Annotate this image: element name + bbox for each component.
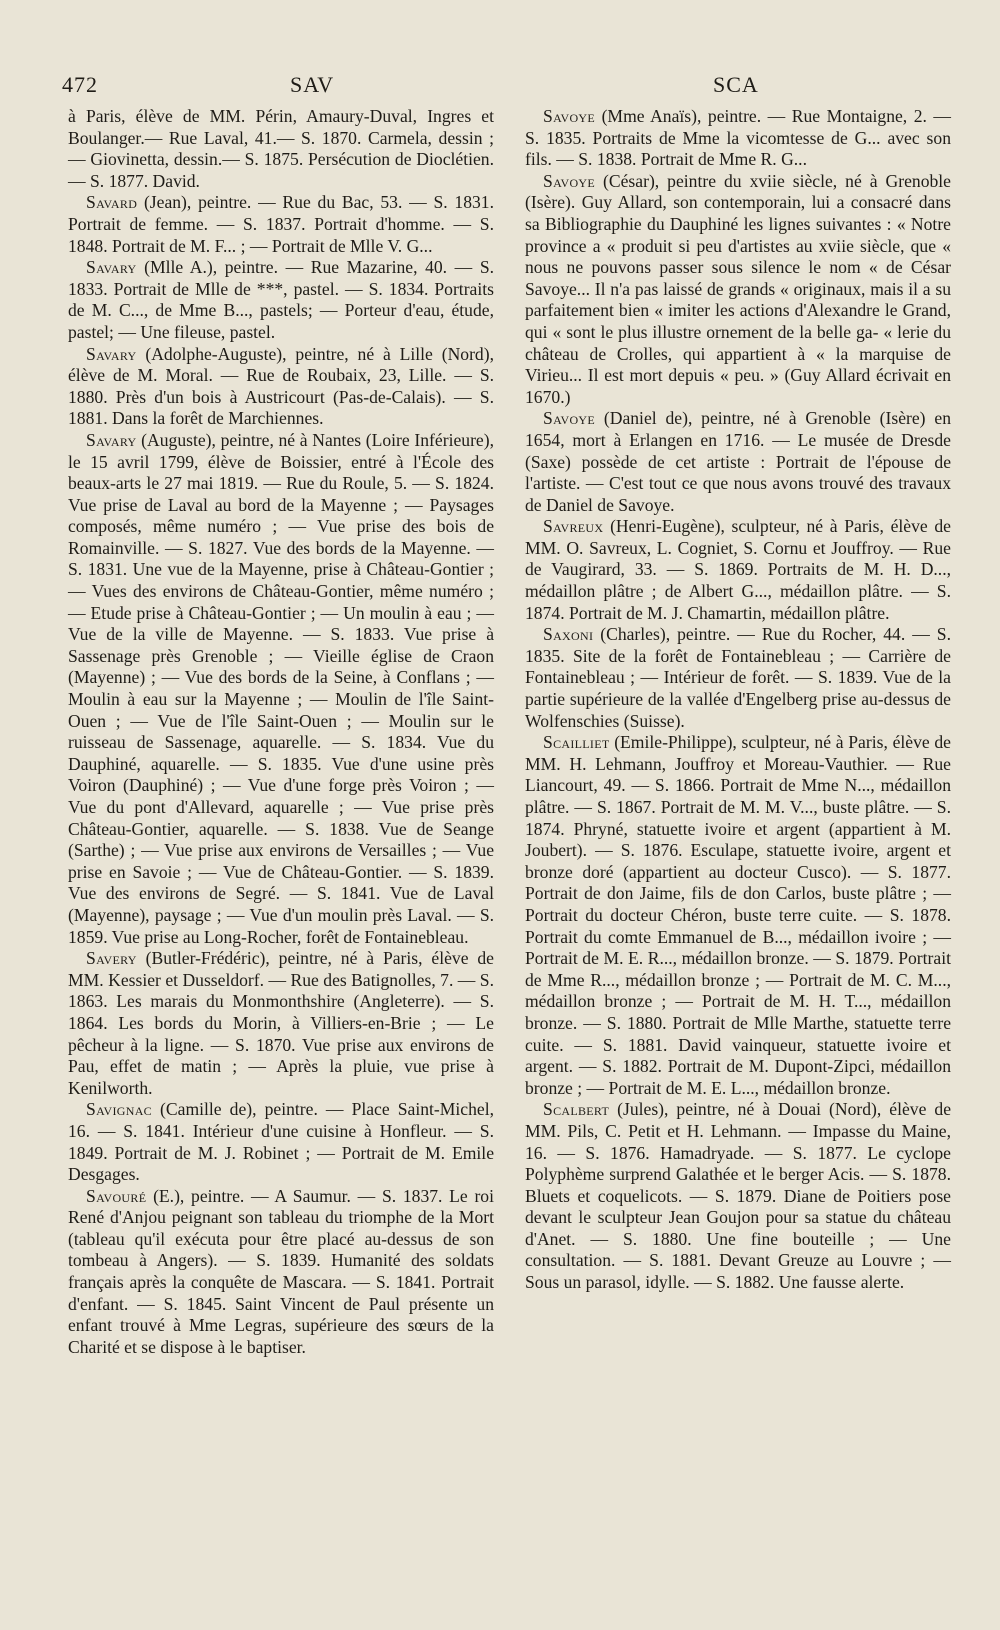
entry-name: Savoye bbox=[543, 106, 596, 126]
entry-name: Scailliet bbox=[543, 732, 610, 753]
dictionary-entry bbox=[68, 257, 494, 343]
entry-text: (Emile-Philippe), sculpteur, né à Paris, élève de MM. H. Lehmann, Jouffroy et Moreau-Vauthier. — Rue Liancourt, 49. — S. 1866. Portrait de Mme N..., médaillon plâtre. — S. 1867. Portrait de M. M. V..., buste plâtre. — S. 1874. Phryné, statuette ivoire et argent (appartient à M. Joubert). — S. 1876. Esculape, statuette ivoire, argent et bronze doré (appartient au docteur Cusco). — S. 1877. Portrait de don Jaime, fils de don Carlos, buste plâtre ; — Portrait du docteur Chéron, buste terre cuite. — S. 1878. Portrait du comte Emmanuel de B..., médaillon ivoire ; — Portrait de M. E. R..., médaillon bronze. — S. 1879. Portrait de Mme R..., médaillon bronze ; — Portrait de M. C. M..., médaillon bronze ; — Portrait de M. H. T..., médaillon bronze. — S. 1880. Portrait de Mlle Marthe, statuette terre cuite. — S. 1881. David vainqueur, statuette ivoire et argent. — S. 1882. Portrait de M. Dupont-Zipci, médaillon bronze ; — Portrait de M. E. L..., médaillon bronze. bbox=[525, 732, 951, 1098]
entry-name: Savoye bbox=[543, 170, 596, 191]
dictionary-entry bbox=[68, 948, 494, 1099]
entry-name: Savoye bbox=[543, 408, 596, 429]
entry-text: (Auguste), peintre, né à Nantes (Loire Inférieure), le 15 avril 1799, élève de Boissier, entré à l'École des beaux-arts le 27 mai 1819. — Rue du Roule, 5. — S. 1824. Vue prise de Laval au bord de la Mayenne ; — Paysages composés, même numéro ; — Vue prise des bois de Romainville. — S. 1827. Vue des bords de la Mayenne. — S. 1831. Une vue de la Mayenne, prise à Château-Gontier ; — Vues des environs de Château-Gontier, même numéro ; — Etude prise à Château-Gontier ; — Un moulin à eau ; — Vue de la ville de Mayenne. — S. 1833. Vue prise à Sassenage près Grenoble ; — Vieille église de Craon (Mayenne) ; — Vue des bords de la Seine, à Conflans ; — Moulin à eau sur la Mayenne ; — Moulin de l'île Saint-Ouen ; — Vue de l'île Saint-Ouen ; — Moulin sur le ruisseau de Sassenage, aquarelle. — S. 1834. Vue du Dauphiné, aquarelle. — S. 1835. Vue d'une usine près Voiron (Dauphiné) ; — Vue d'une forge près Voiron ; — Vue du pont d'Allevard, aquarelle ; — Vue prise près Château-Gontier, aquarelle. — S. 1838. Vue de Seange (Sarthe) ; — Vue prise aux environs de Versailles ; — Vue prise en Savoie ; — Vue de Château-Gontier. — S. 1839. Vue des environs de Segré. — S. 1841. Vue de Laval (Mayenne), paysage ; — Vue d'un moulin près Laval. — S. 1859. Vue prise au Long-Rocher, forêt de Fontainebleau. bbox=[68, 429, 494, 947]
dictionary-entry bbox=[68, 106, 494, 192]
entry-name: Saxoni bbox=[543, 624, 594, 645]
dictionary-entry bbox=[525, 408, 951, 516]
entry-text: (Charles), peintre. — Rue du Rocher, 44. — S. 1835. Site de la forêt de Fontainebleau ; — Carrière de Fontainebleau ; — Intérieur de forêt. — S. 1839. Vue de la partie supérieure de la vallée d'Engelberg prise au-dessus de Wolfenschies (Suisse). bbox=[525, 624, 951, 731]
entry-name: Savard bbox=[86, 192, 138, 213]
left-column bbox=[68, 106, 494, 1358]
entry-text: (Adolphe-Auguste), peintre, né à Lille (Nord), élève de M. Moral. — Rue de Roubaix, 23, Lille. — S. 1880. Près d'un bois à Austricourt (Pas-de-Calais). — S. 1881. Dans la forêt de Marchiennes. bbox=[68, 343, 494, 429]
right-column bbox=[525, 106, 951, 1294]
entry-name: Scalbert bbox=[543, 1099, 610, 1120]
dictionary-entry bbox=[68, 344, 494, 430]
entry-name: Savary bbox=[86, 257, 137, 278]
entry-text: (Butler-Frédéric), peintre, né à Paris, élève de MM. Kessier et Dusseldorf. — Rue des Batignolles, 7. — S. 1863. Les marais du Monmonthshire (Angleterre). — S. 1864. Les bords du Morin, à Villiers-en-Brie ; — Le pêcheur à la ligne. — S. 1870. Vue prise aux environs de Pau, effet de matin ; — Après la pluie, vue prise à Kenilworth. bbox=[68, 948, 494, 1098]
dictionary-entry bbox=[68, 1186, 494, 1359]
entry-name: Savignac bbox=[86, 1099, 152, 1120]
entry-text: (César), peintre du xviie siècle, né à Grenoble (Isère). Guy Allard, son contemporain, lui a consacré dans sa Bibliographie du Dauphiné les lignes suivantes : « Notre province a « produit si peu d'artistes au xviie siècle, que « nous ne pouvons passer sous silence le nom « de César Savoye... Il n'a pas laissé de grands « originaux, mais il a su parfaitement bien « imiter les actions d'Alexandre le Grand, qui « sont le plus illustre ornement de la belle ga- « lerie du château de Crolles, qui appartient à « la marquise de Virieu... Il est mort depuis « peu. » (Guy Allard écrivait en 1670.) bbox=[525, 170, 951, 407]
entry-name: Savary bbox=[86, 343, 137, 364]
entry-text: (Camille de), peintre. — Place Saint-Michel, 16. — S. 1841. Intérieur d'une cuisine à Honfleur. — S. 1849. Portrait de M. J. Robinet ; — Portrait de M. Emile Desgages. bbox=[68, 1099, 494, 1185]
page-number: 472 bbox=[62, 72, 98, 97]
entry-name: Savary bbox=[86, 429, 137, 450]
dictionary-entry bbox=[525, 624, 951, 732]
entry-text: (E.), peintre. — A Saumur. — S. 1837. Le roi René d'Anjou peignant son tableau du triomphe de la Mort (tableau qu'il exécuta pour être placé au-dessus de son tombeau à Angers). — S. 1839. Humanité des soldats français après la conquête de Mascara. — S. 1841. Portrait d'enfant. — S. 1845. Saint Vincent de Paul présente un enfant trouvé à Mme Legras, supérieure des sœurs de la Charité et se dispose à le baptiser. bbox=[68, 1185, 494, 1357]
entry-text: (Mme Anaïs), peintre. — Rue Montaigne, 2. — S. 1835. Portraits de Mme la vicomtesse de G... avec son fils. — S. 1838. Portrait de Mme R. G... bbox=[525, 106, 951, 170]
entry-text: (Daniel de), peintre, né à Grenoble (Isère) en 1654, mort à Erlangen en 1716. — Le musée de Dresde (Saxe) possède de cet artiste : Portrait de l'épouse de l'artiste. — C'est tout ce que nous avons trouvé des travaux de Daniel de Savoye. bbox=[525, 408, 951, 515]
entry-name: Savouré bbox=[86, 1185, 147, 1206]
dictionary-entry bbox=[525, 732, 951, 1099]
dictionary-entry bbox=[525, 516, 951, 624]
left-running-head: SAV bbox=[290, 72, 335, 97]
entry-text: (Henri-Eugène), sculpteur, né à Paris, élève de MM. O. Savreux, L. Cogniet, S. Cornu et Jouffroy. — Rue de Vaugirard, 33. — S. 1869. Portraits de M. H. D..., médaillon plâtre ; de Albert G..., médaillon plâtre. — S. 1874. Portrait de M. J. Chamartin, médaillon plâtre. bbox=[525, 516, 951, 623]
entry-text: (Jules), peintre, né à Douai (Nord), élève de MM. Pils, C. Petit et H. Lehmann. — Impasse du Maine, 16. — S. 1876. Hamadryade. — S. 1877. Le cyclope Polyphème surprend Galathée et le berger Acis. — S. 1878. Bluets et coquelicots. — S. 1879. Diane de Poitiers pose devant le sculpteur Jean Goujon pour sa statue du château d'Anet. — S. 1880. Une fine bouteille ; — Une consultation. — S. 1881. Devant Greuze au Louvre ; — Sous un parasol, idylle. — S. 1882. Une fausse alerte. bbox=[525, 1099, 951, 1293]
entry-text: (Jean), peintre. — Rue du Bac, 53. — S. 1831. Portrait de femme. — S. 1837. Portrait d'homme. — S. 1848. Portrait de M. F... ; — Portrait de Mlle V. G... bbox=[68, 192, 495, 256]
entry-name: Savreux bbox=[543, 516, 604, 537]
dictionary-entry bbox=[68, 192, 494, 257]
dictionary-entry bbox=[525, 1099, 951, 1293]
dictionary-entry bbox=[68, 430, 494, 948]
entry-name: Savery bbox=[86, 948, 137, 969]
entry-text: (Mlle A.), peintre. — Rue Mazarine, 40. — S. 1833. Portrait de Mlle de ***, pastel. — S. 1834. Portraits de M. C..., de Mme B..., pastels; — Porteur d'eau, étude, pastel; — Une fileuse, pastel. bbox=[68, 257, 495, 342]
right-running-head: SCA bbox=[713, 72, 759, 97]
entry-text: à Paris, élève de MM. Périn, Amaury-Duval, Ingres et Boulanger.— Rue Laval, 41.— S. 1870. Carmela, dessin ; — Giovinetta, dessin.— S. 1875. Persécution de Dioclétien. — S. 1877. David. bbox=[68, 106, 494, 191]
dictionary-entry bbox=[525, 106, 951, 171]
dictionary-entry bbox=[68, 1099, 494, 1185]
dictionary-entry bbox=[525, 171, 951, 409]
